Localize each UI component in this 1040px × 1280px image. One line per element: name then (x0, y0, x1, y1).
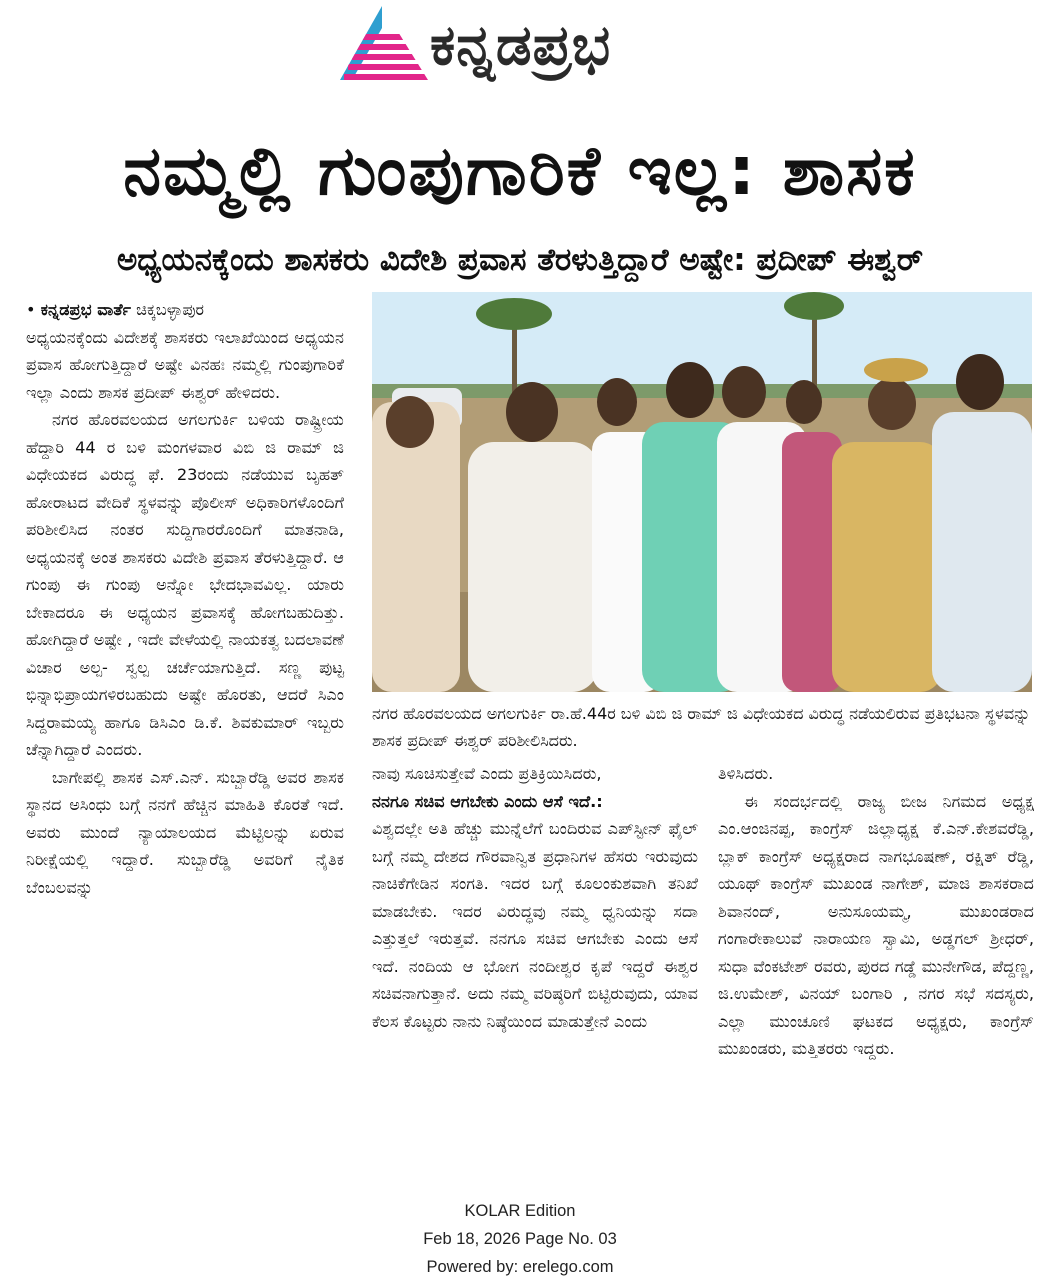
article-column-3 (718, 760, 1034, 1063)
photo-illustration (372, 292, 1032, 692)
article-paragraph: ಬಾಗೇಪಲ್ಲಿ ಶಾಸಕ ಎಸ್.ಎನ್. ಸುಬ್ಬಾರೆಡ್ಡಿ ಅವರ ಶಾಸಕ ಸ್ಥಾನದ ಅಸಿಂಧು ಬಗ್ಗೆ ನನಗೆ ಹೆಚ್ಚಿನ ಮಾಹಿತಿ ಕೊರತೆ ಇದೆ. ಅವರು ಮುಂದೆ ನ್ಯಾಯಾಲಯದ ಮೆಟ್ಟಿಲನ್ನು ಏರುವ ನಿರೀಕ್ಷೆಯಲ್ಲಿ ಇದ್ದಾರೆ. ಸುಬ್ಬಾರೆಡ್ಡಿ ಅವರಿಗೆ ನೈತಿಕ ಬೆಂಬಲವನ್ನು (26, 767, 344, 897)
masthead-name: ಕನ್ನಡಪ್ರಭ (430, 13, 612, 78)
article-column-2 (372, 760, 698, 1035)
article-paragraph: ಅಧ್ಯಯನಕ್ಕೆಂದು ವಿದೇಶಕ್ಕೆ ಶಾಸಕರು ಇಲಾಖೆಯಿಂದ ಅಧ್ಯಯನ ಪ್ರವಾಸ ಹೋಗುತ್ತಿದ್ದಾರೆ ಅಷ್ಟೇ ವಿನಹಃ ನಮ್ಮಲ್ಲಿ ಗುಂಪುಗಾರಿಕೆ ಇಲ್ಲಾ ಎಂದು ಶಾಸಕ ಪ್ರದೀಪ್ ಈಶ್ವರ್ ಹೇಳಿದರು. (26, 327, 344, 402)
article-paragraph: ವಿಶ್ವದಲ್ಲೇ ಅತಿ ಹೆಚ್ಚು ಮುನ್ನೆಲೆಗೆ ಬಂದಿರುವ ಎಪ್‌ಸ್ಟೀನ್ ಫೈಲ್ ಬಗ್ಗೆ ನಮ್ಮ ದೇಶದ ಗೌರವಾನ್ವಿತ ಪ್ರಧಾನಿಗಳ ಹೆಸರು ಇರುವುದು ನಾಚಿಕೆಗೇಡಿನ ಸಂಗತಿ. ಇದರ ಬಗ್ಗೆ ಕೂಲಂಕುಶವಾಗಿ ತನಿಖೆ ಮಾಡಬೇಕು. ಇದರ ವಿರುದ್ಧವು ನಮ್ಮ ಧ್ವನಿಯನ್ನು ಸದಾ ಎತ್ತುತ್ತಲೆ ಇರುತ್ತವೆ. ನನಗೂ ಸಚಿವ ಆಗಬೇಕು ಎಂದು ಆಸೆ ಇದೆ. ನಂದಿಯ ಆ ಭೋಗ ನಂದೀಶ್ವರ ಕೃಪೆ ಇದ್ದರೆ ಈಶ್ವರ ಸಚಿವನಾಗುತ್ತಾನೆ. ಅದು ನಮ್ಮ ವರಿಷ್ಠರಿಗೆ ಬಿಟ್ಟಿರುವುದು, ಯಾವ ಕೆಲಸ ಕೊಟ್ಟರು ನಾನು ನಿಷ್ಠೆಯಿಂದ ಮಾಡುತ್ತೇನೆ ಎಂದು (372, 819, 698, 1031)
dateline (26, 296, 344, 324)
article-column-1 (26, 296, 344, 901)
subheadline: ಅಧ್ಯಯನಕ್ಕೆಂದು ಶಾಸಕರು ವಿದೇಶಿ ಪ್ರವಾಸ ತೆರಳುತ್ತಿದ್ದಾರೆ ಅಷ್ಟೇ: ಪ್ರದೀಪ್ ಈಶ್ವರ್ (116, 242, 924, 278)
edition-label: KOLAR Edition (464, 1202, 576, 1220)
article-paragraph: ತಿಳಿಸಿದರು. (718, 764, 774, 783)
dateline-place: ಚಿಕ್ಕಬಳ್ಳಾಪುರ (136, 300, 205, 319)
photo-caption: ನಗರ ಹೊರವಲಯದ ಅಗಲಗುರ್ಕಿ ರಾ.ಹೆ.44ರ ಬಳಿ ವಿಬಿ ಜಿ ರಾಮ್ ಜಿ ವಿಧೇಯಕದ ವಿರುದ್ಧ ನಡೆಯಲಿರುವ ಪ್ರತಿಭಟನಾ ಸ್ಥಳವನ್ನು ಶಾಸಕ ಪ್ರದೀಪ್ ಈಶ್ವರ್ ಪರಿಶೀಲಿಸಿದರು. (372, 704, 1031, 750)
news-photo (372, 292, 1032, 692)
article-paragraph: ನಾವು ಸೂಚಿಸುತ್ತೇವೆ ಎಂದು ಪ್ರತಿಕ್ರಿಯಿಸಿದರು, (372, 764, 602, 783)
article-paragraph: ನಗರ ಹೊರವಲಯದ ಅಗಲಗುರ್ಕಿ ಬಳಿಯ ರಾಷ್ಟ್ರೀಯ ಹೆದ್ದಾರಿ 44 ರ ಬಳಿ ಮಂಗಳವಾರ ವಿಬಿ ಜಿ ರಾಮ್ ಜಿ ವಿಧೇಯಕದ ವಿರುದ್ಧ ಫೆ. 23ರಂದು ನಡೆಯುವ ಬೃಹತ್ ಹೋರಾಟದ ವೇದಿಕೆ ಸ್ಥಳವನ್ನು ಪೊಲೀಸ್ ಅಧಿಕಾರಿಗಳೊಂದಿಗೆ ಪರಿಶೀಲಿಸಿದ ನಂತರ ಸುದ್ದಿಗಾರರೊಂದಿಗೆ ಮಾತನಾಡಿ, ಅಧ್ಯಯನಕ್ಕೆ ಅಂತ ಶಾಸಕರು ವಿದೇಶಿ ಪ್ರವಾಸ ತೆರಳುತ್ತಿದ್ದಾರೆ. ಆ ಗುಂಪು ಈ ಗುಂಪು ಅನ್ನೋ ಭೇದಭಾವವಿಲ್ಲ. ಯಾರು ಬೇಕಾದರೂ ಈ ಅಧ್ಯಯನ ಪ್ರವಾಸಕ್ಕೆ ಹೋಗಬಹುದಿತ್ತು. ಹೋಗಿದ್ದಾರೆ ಅಷ್ಟೇ , ಇದೇ ವೇಳೆಯಲ್ಲಿ ನಾಯಕತ್ವ ಬದಲಾವಣೆ ವಿಚಾರ ಅಲ್ಪ- ಸ್ವಲ್ಪ ಚರ್ಚೆಯಾಗುತ್ತಿದೆ. ಸಣ್ಣ ಪುಟ್ಟ ಭಿನ್ನಾಭಿಪ್ರಾಯಗಳಿರಬಹುದು ಅಷ್ಟೇ ಹೊರತು, ಆದರೆ ಸಿಎಂ ಸಿದ್ದರಾಮಯ್ಯ ಹಾಗೂ ಡಿಸಿಎಂ ಡಿ.ಕೆ. ಶಿವಕುಮಾರ್ ಇಬ್ಬರು ಚೆನ್ನಾಗಿದ್ದಾರೆ ಎಂದರು. (26, 410, 344, 759)
article-paragraph: ಈ ಸಂದರ್ಭದಲ್ಲಿ ರಾಜ್ಯ ಬೀಜ ನಿಗಮದ ಅಧ್ಯಕ್ಷ ಎಂ.ಆಂಜಿನಪ್ಪ, ಕಾಂಗ್ರೆಸ್ ಜಿಲ್ಲಾಧ್ಯಕ್ಷ ಕೆ.ಎನ್.ಕೇಶವರೆಡ್ಡಿ, ಬ್ಲಾಕ್ ಕಾಂಗ್ರೆಸ್ ಅಧ್ಯಕ್ಷರಾದ ನಾಗಭೂಷಣ್, ರಕ್ಷಿತ್ ರೆಡ್ಡಿ, ಯೂಥ್ ಕಾಂಗ್ರೆಸ್ ಮುಖಂಡ ನಾಗೇಶ್, ಮಾಜಿ ಶಾಸಕರಾದ ಶಿವಾನಂದ್, ಅನುಸೂಯಮ್ಮ, ಮುಖಂಡರಾದ ಗಂಗಾರೇಕಾಲುವೆ ನಾರಾಯಣ ಸ್ವಾಮಿ, ಅಡ್ಡಗಲ್ ಶ್ರೀಧರ್, ಸುಧಾ ವೆಂಕಟೇಶ್ ರವರು, ಪುರದ ಗಡ್ಡೆ ಮುನೇಗೌಡ, ಪೆದ್ದಣ್ಣ, ಜಿ.ಉಮೇಶ್, ವಿನಯ್ ಬಂಗಾರಿ , ನಗರ ಸಭೆ ಸದಸ್ಯರು, ಎಲ್ಲಾ ಮುಂಚೂಣಿ ಘಟಕದ ಅಧ್ಯಕ್ಷರು, ಕಾಂಗ್ರೆಸ್ ಮುಖಂಡರು, ಮತ್ತಿತರರು ಇದ್ದರು. (718, 791, 1034, 1058)
powered-by-label: Powered by: erelego.com (426, 1258, 614, 1276)
date-page-label: Feb 18, 2026 Page No. 03 (423, 1230, 617, 1248)
article-subheading: ನನಗೂ ಸಚಿವ ಆಗಬೇಕು ಎಂದು ಆಸೆ ಇದೆ.: (372, 791, 603, 811)
dateline-bullet: • (26, 300, 36, 319)
kannada-prabha-stripes-logo (338, 4, 430, 82)
masthead (0, 0, 1040, 90)
dateline-source: ಕನ್ನಡಪ್ರಭ ವಾರ್ತೆ (40, 300, 131, 319)
headline: ನಮ್ಮಲ್ಲಿ ಗುಂಪುಗಾರಿಕೆ ಇಲ್ಲ: ಶಾಸಕ (123, 132, 917, 211)
